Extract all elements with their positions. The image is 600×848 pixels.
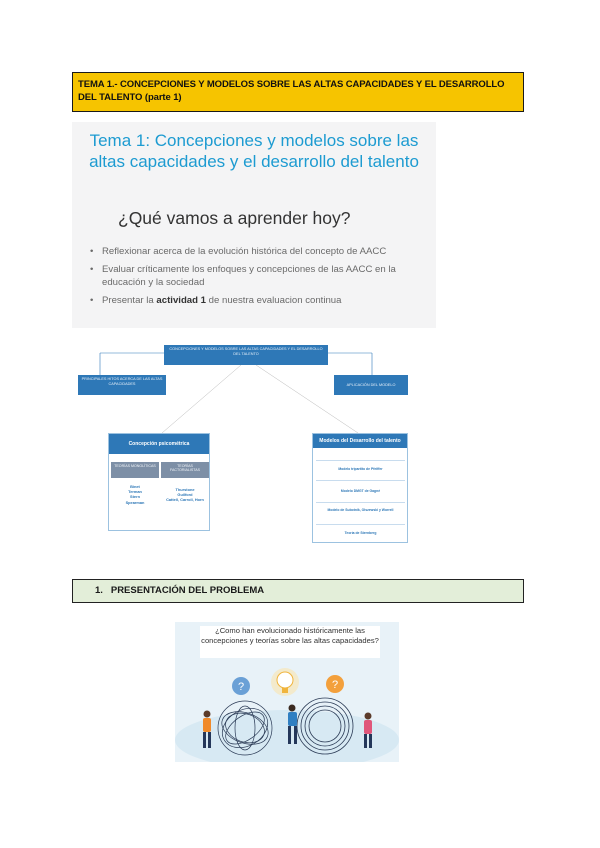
- table-column-header: TEORÍAS MONOLÍTICAS: [111, 462, 159, 478]
- talent-models-header: Modelos del Desarrollo del talento: [313, 434, 407, 448]
- objective-text: Evaluar críticamente los enfoques y concepciones de las AACC en la educación y la sociedad: [102, 264, 396, 288]
- table-row: Teoría de Sternberg: [316, 524, 405, 542]
- question-bubble-icon: [232, 677, 250, 695]
- talent-models-table: [312, 433, 408, 543]
- objective-text: Presentar la: [102, 295, 157, 306]
- column-items: [111, 484, 159, 505]
- lightbulb-icon: [271, 668, 299, 696]
- table-row: Modelo DMGT de Gagné: [316, 480, 405, 502]
- concept-map: [76, 335, 414, 547]
- document-title: TEMA 1.- CONCEPCIONES Y MODELOS SOBRE LAS ALTAS CAPACIDADES Y EL DESARROLLO DEL TALENTO (parte 1): [72, 72, 524, 112]
- map-right-branch: APLICACIÓN DEL MODELO: [334, 375, 408, 395]
- problem-illustration: [175, 622, 399, 762]
- lesson-slide: [72, 122, 436, 328]
- psychometric-table-header: Concepción psicométrica: [109, 434, 209, 454]
- objectives-list: [90, 245, 430, 312]
- section-title: PRESENTACIÓN DEL PROBLEMA: [110, 585, 265, 596]
- list-item: Terman: [128, 489, 142, 495]
- map-root: CONCEPCIONES Y MODELOS SOBRE LAS ALTAS CAPACIDADES Y EL DESARROLLO DEL TALENTO: [164, 345, 328, 365]
- objective-item: [90, 294, 430, 307]
- objective-item: [90, 245, 430, 258]
- table-column-header: TEORÍAS FACTORIALISTAS: [161, 462, 209, 478]
- list-item: Cattell, Carroll, Horn: [166, 497, 204, 503]
- list-item: Stern: [130, 494, 140, 500]
- svg-text:?: ?: [237, 681, 245, 693]
- list-item: Binet: [130, 484, 140, 489]
- question-bubble-icon: [326, 675, 344, 693]
- list-item: Thurstone: [175, 487, 195, 492]
- slide-title: Tema 1: Concepciones y modelos sobre las altas capacidades y el desarrollo del talento: [89, 131, 419, 171]
- table-row: Modelo tripartito de Pfeiffer: [316, 460, 405, 480]
- column-items: [161, 487, 209, 503]
- table-row: Modelo de Subotnik, Olszewski y Worrell: [316, 502, 405, 524]
- list-item: Guilford: [177, 492, 193, 498]
- objective-text: de nuestra evaluacion continua: [206, 295, 342, 306]
- map-left-branch: PRINCIPALES HITOS ACERCA DE LAS ALTAS CAPACIDADES: [78, 375, 166, 395]
- psychometric-table: [108, 433, 210, 531]
- objective-item: [90, 263, 430, 289]
- slide-question: ¿Qué vamos a aprender hoy?: [118, 208, 351, 228]
- svg-text:?: ?: [331, 679, 339, 691]
- section-header: [72, 579, 524, 603]
- objective-text: Reflexionar acerca de la evolución histórica del concepto de AACC: [102, 246, 387, 257]
- objective-highlight: actividad 1: [156, 295, 206, 306]
- illustration-question: ¿Como han evolucionado históricamente las concepciones y teorías sobre las altas capacidades?: [200, 626, 380, 658]
- list-item: Spearman: [125, 499, 145, 505]
- section-number: 1.: [95, 585, 103, 596]
